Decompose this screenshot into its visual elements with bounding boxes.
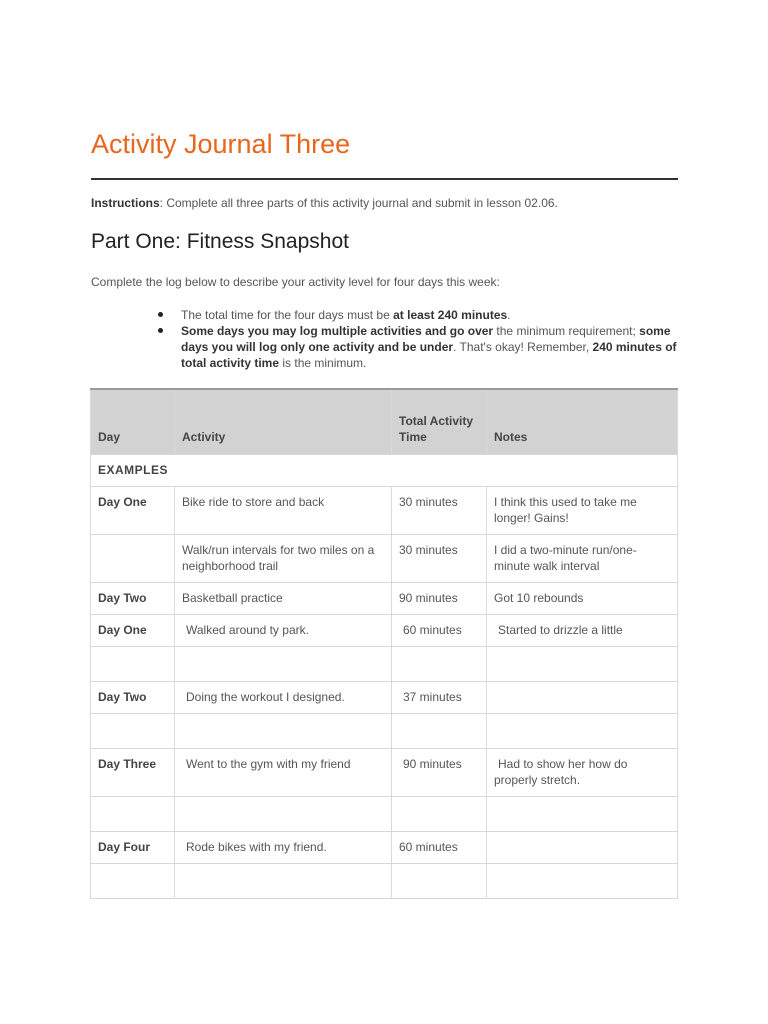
title-divider — [91, 178, 678, 180]
cell-notes[interactable] — [487, 797, 678, 832]
cell-notes[interactable] — [487, 714, 678, 749]
cell-time: 30 minutes — [392, 487, 487, 535]
table-row — [91, 749, 678, 797]
cell-day[interactable] — [91, 647, 175, 682]
cell-time: 30 minutes — [392, 535, 487, 583]
cell-activity: Walk/run intervals for two miles on a neighborhood trail — [175, 535, 392, 583]
bullet-text: the minimum requirement; — [493, 324, 640, 338]
cell-day: Day One — [91, 487, 175, 535]
column-header-time: Total Activity Time — [392, 389, 487, 455]
bullet-emphasis: some days you will log only one activity and be under — [181, 324, 671, 354]
cell-time[interactable] — [392, 714, 487, 749]
cell-activity[interactable] — [175, 647, 392, 682]
cell-time-text: 90 minutes — [403, 757, 462, 771]
cell-activity[interactable] — [175, 797, 392, 832]
table-row — [91, 615, 678, 647]
instructions-text: : Complete all three parts of this activity journal and submit in lesson 02.06. — [159, 196, 558, 210]
bullet-emphasis: Some days you may log multiple activities and go over — [181, 324, 494, 338]
table-row — [91, 714, 678, 749]
table-header-row — [91, 389, 678, 455]
bullet-text: is the minimum. — [279, 356, 367, 370]
cell-activity[interactable] — [175, 714, 392, 749]
table-row — [91, 647, 678, 682]
cell-notes-text: Started to drizzle a little — [498, 623, 623, 637]
cell-time[interactable] — [392, 749, 487, 797]
cell-activity-text: Walked around ty park. — [186, 623, 309, 637]
cell-activity[interactable] — [175, 832, 392, 864]
cell-day: Day One — [91, 615, 175, 647]
page-title: Activity Journal Three — [91, 129, 351, 159]
cell-day[interactable] — [91, 714, 175, 749]
table-row — [91, 535, 678, 583]
table-row — [91, 682, 678, 714]
cell-day: Day Three — [91, 749, 175, 797]
cell-notes[interactable] — [487, 682, 678, 714]
cell-activity-text: Went to the gym with my friend — [186, 757, 351, 771]
column-header-day: Day — [91, 389, 175, 455]
part-one-intro: Complete the log below to describe your activity level for four days this week: — [91, 275, 500, 289]
cell-time[interactable] — [392, 647, 487, 682]
bullet-emphasis: 240 minutes of total activity time — [181, 340, 677, 370]
list-item — [181, 323, 681, 371]
cell-notes[interactable] — [487, 864, 678, 899]
activity-log-table — [90, 388, 678, 899]
bullet-icon — [158, 328, 163, 333]
instructions-label: Instructions — [91, 196, 160, 210]
examples-row — [91, 455, 678, 487]
cell-time[interactable] — [392, 682, 487, 714]
cell-activity[interactable] — [175, 615, 392, 647]
table-row — [91, 832, 678, 864]
cell-activity[interactable] — [175, 749, 392, 797]
bullet-emphasis: at least 240 minutes — [393, 308, 508, 322]
list-item — [181, 307, 681, 323]
table-row — [91, 797, 678, 832]
table-row — [91, 487, 678, 535]
cell-day: Day Two — [91, 583, 175, 615]
bullet-text: . — [507, 308, 511, 322]
cell-time-text: 37 minutes — [403, 690, 462, 704]
cell-time[interactable]: 60 minutes — [392, 832, 487, 864]
examples-label: EXAMPLES — [91, 455, 678, 487]
cell-day: Day Four — [91, 832, 175, 864]
bullet-text: . That's okay! Remember, — [453, 340, 593, 354]
cell-notes[interactable] — [487, 615, 678, 647]
table-row — [91, 583, 678, 615]
cell-notes[interactable] — [487, 832, 678, 864]
instructions — [91, 195, 691, 211]
cell-activity-text: Doing the workout I designed. — [186, 690, 345, 704]
table-row — [91, 864, 678, 899]
cell-notes[interactable] — [487, 749, 678, 797]
cell-day[interactable] — [91, 797, 175, 832]
cell-activity: Basketball practice — [175, 583, 392, 615]
cell-activity-text: Rode bikes with my friend. — [186, 840, 327, 854]
cell-notes-text: Had to show her how do properly stretch. — [494, 757, 628, 787]
cell-activity[interactable] — [175, 682, 392, 714]
bullet-text: The total time for the four days must be — [181, 308, 394, 322]
cell-time[interactable] — [392, 615, 487, 647]
cell-time[interactable] — [392, 864, 487, 899]
cell-notes: Got 10 rebounds — [487, 583, 678, 615]
cell-notes[interactable] — [487, 647, 678, 682]
cell-time-text: 60 minutes — [403, 623, 462, 637]
bullet-icon — [158, 312, 163, 317]
cell-activity: Bike ride to store and back — [175, 487, 392, 535]
cell-day[interactable] — [91, 864, 175, 899]
cell-time: 90 minutes — [392, 583, 487, 615]
cell-activity[interactable] — [175, 864, 392, 899]
column-header-activity: Activity — [175, 389, 392, 455]
cell-time[interactable] — [392, 797, 487, 832]
cell-day — [91, 535, 175, 583]
cell-notes: I did a two-minute run/one-minute walk interval — [487, 535, 678, 583]
cell-day: Day Two — [91, 682, 175, 714]
section-title-part-one: Part One: Fitness Snapshot — [91, 230, 349, 253]
requirements-list — [181, 307, 681, 371]
cell-notes: I think this used to take me longer! Gains! — [487, 487, 678, 535]
column-header-notes: Notes — [487, 389, 678, 455]
